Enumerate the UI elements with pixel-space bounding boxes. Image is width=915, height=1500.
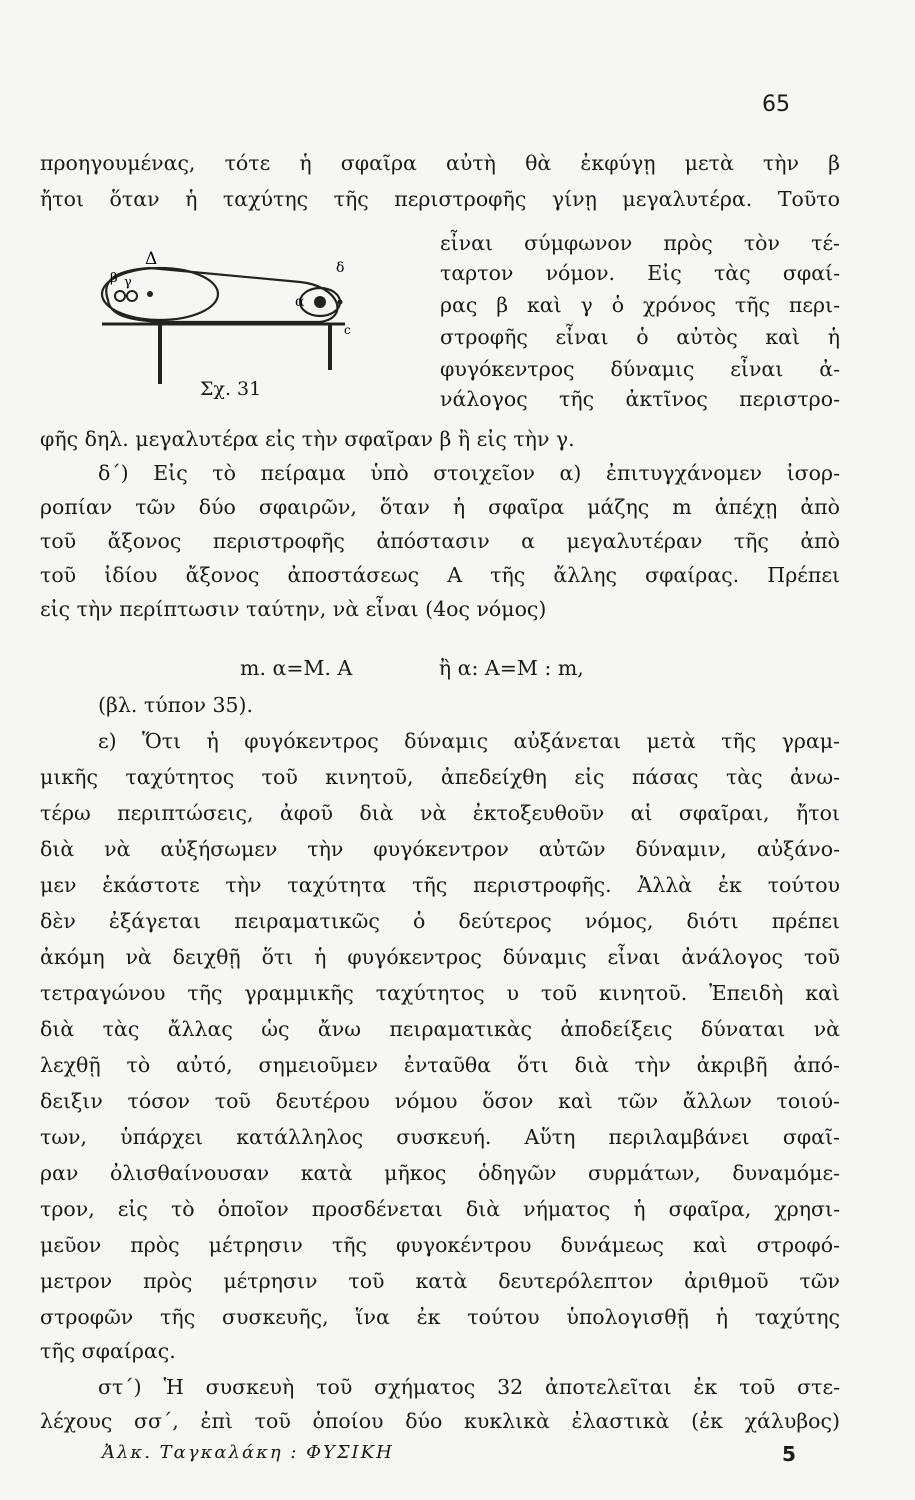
formula-left: m. α=Μ. Α bbox=[240, 656, 353, 680]
text-line: τοῦ ἰδίου ἄξονος ἀποστάσεως Α τῆς ἄλλης σφαίρας. Πρέπει bbox=[40, 563, 840, 587]
text-line: νάλογος τῆς ἀκτῖνος περιστρο- bbox=[440, 387, 840, 411]
text-line: μικῆς ταχύτητος τοῦ κινητοῦ, ἀπεδείχθη εἰς πάσας τὰς ἀνω- bbox=[40, 765, 840, 789]
text-line: δὲν ἐξάγεται πειραματικῶς ὁ δεύτερος νόμος, διότι πρέπει bbox=[40, 909, 840, 933]
text-line: μεῦον πρὸς μέτρησιν τῆς φυγοκέντρου δυνάμεως καὶ στροφό- bbox=[40, 1233, 840, 1257]
text-line: ραν ὀλισθαίνουσαν κατὰ μῆκος ὁδηγῶν συρμάτων, δυναμόμε- bbox=[40, 1161, 840, 1185]
text-line: εἰς τὴν περίπτωσιν ταύτην, νὰ εἶναι (4ος νόμος) bbox=[40, 597, 547, 621]
text-line: μεν ἑκάστοτε τὴν ταχύτητα τῆς περιστροφῆς. Ἀλλὰ ἐκ τούτου bbox=[40, 873, 840, 897]
formula bbox=[240, 656, 584, 680]
text-line: ἤτοι ὅταν ἡ ταχύτης τῆς περιστροφῆς γίνῃ μεγαλυτέρα. Τοῦτο bbox=[40, 187, 840, 211]
label-delta-small: δ bbox=[336, 260, 345, 276]
text-line: φῆς δηλ. μεγαλυτέρα εἰς τὴν σφαῖραν β ἢ εἰς τὴν γ. bbox=[40, 427, 575, 451]
small-pulley-hub bbox=[314, 296, 326, 308]
formula-right: ἢ α: Α=Μ : m, bbox=[438, 656, 584, 680]
text-line: ε) Ὅτι ἡ φυγόκεντρος δύναμις αὐξάνεται μετὰ τῆς γραμ- bbox=[98, 729, 840, 753]
figure-31 bbox=[90, 248, 360, 428]
text-line: λεχθῇ τὸ αὐτό, σημειοῦμεν ἐνταῦθα ὅτι διὰ τὴν ἀκριβῆ ἀπό- bbox=[40, 1053, 840, 1077]
footer-author-title: Ἀλκ. Ταγκαλάκη : ΦΥΣΙΚΗ bbox=[102, 1442, 394, 1463]
axle-dot bbox=[147, 291, 153, 297]
text-line: δειξιν τόσον τοῦ δευτέρου νόμου ὅσον καὶ τῶν ἄλλων τοιού- bbox=[40, 1089, 840, 1113]
label-alpha: α bbox=[295, 294, 305, 310]
text-line: τέρω περιπτώσεις, ἀφοῦ διὰ νὰ ἐκτοξευθοῦν αἱ σφαῖραι, ἤτοι bbox=[40, 801, 840, 825]
large-pulley bbox=[102, 268, 218, 320]
text-line: ροπίαν τῶν δύο σφαιρῶν, ὅταν ἡ σφαῖρα μάζης m ἀπέχῃ ἀπὸ bbox=[40, 495, 840, 519]
text-line: ρας β καὶ γ ὁ χρόνος τῆς περι- bbox=[440, 293, 840, 317]
text-line: τετραγώνου τῆς γραμμικῆς ταχύτητος υ τοῦ κινητοῦ. Ἐπειδὴ καὶ bbox=[40, 981, 840, 1005]
text-line: των, ὑπάρχει κατάλληλος συσκευή. Αὕτη περιλαμβάνει σφαῖ- bbox=[40, 1125, 840, 1149]
text-line: φυγόκεντρος δύναμις εἶναι ἀ- bbox=[440, 357, 840, 381]
text-line: ἀκόμη νὰ δειχθῇ ὅτι ἡ φυγόκεντρος δύναμις εἶναι ἀνάλογος τοῦ bbox=[40, 945, 840, 969]
text-line: προηγουμένας, τότε ἡ σφαῖρα αὐτὴ θὰ ἐκφύγῃ μετὰ τὴν β bbox=[40, 151, 840, 175]
text-line: διὰ νὰ αὐξήσωμεν τὴν φυγόκεντρον αὐτῶν δύναμιν, αὐξάνο- bbox=[40, 837, 840, 861]
label-beta: β bbox=[110, 271, 118, 286]
page-number: 65 bbox=[762, 92, 790, 117]
figure-caption: Σχ. 31 bbox=[200, 378, 262, 400]
text-line: τρον, εἰς τὸ ὁποῖον προσδένεται διὰ νήματος ἡ σφαῖρα, χρησι- bbox=[40, 1197, 840, 1221]
text-line: στ΄) Ἡ συσκευὴ τοῦ σχήματος 32 ἀποτελεῖται ἐκ τοῦ στε- bbox=[98, 1375, 840, 1399]
signature-mark: 5 bbox=[782, 1442, 796, 1466]
text-line: μετρον πρὸς μέτρησιν τοῦ κατὰ δευτερόλεπτον ἀριθμοῦ τῶν bbox=[40, 1269, 840, 1293]
label-delta: Δ bbox=[145, 249, 158, 269]
text-line: διὰ τὰς ἄλλας ὡς ἄνω πειραματικὰς ἀποδείξεις δύναται νὰ bbox=[40, 1017, 840, 1041]
sphere-icon bbox=[127, 291, 137, 301]
axle-dot bbox=[338, 300, 343, 305]
label-c: c bbox=[344, 323, 351, 337]
text-line: (βλ. τύπον 35). bbox=[98, 693, 254, 717]
text-line: ταρτον νόμον. Εἰς τὰς σφαί- bbox=[440, 261, 840, 285]
text-line: στροφῶν τῆς συσκευῆς, ἵνα ἐκ τούτου ὑπολογισθῇ ἡ ταχύτης bbox=[40, 1305, 840, 1329]
text-line: τοῦ ἄξονος περιστροφῆς ἀπόστασιν α μεγαλυτέραν τῆς ἀπὸ bbox=[40, 529, 840, 553]
text-line: τῆς σφαίρας. bbox=[40, 1339, 176, 1363]
centrifuge-diagram bbox=[90, 248, 360, 428]
text-line: στροφῆς εἶναι ὁ αὐτὸς καὶ ἡ bbox=[440, 325, 840, 349]
text-line: λέχους σσ΄, ἐπὶ τοῦ ὁποίου δύο κυκλικὰ ἐλαστικὰ (ἐκ χάλυβος) bbox=[40, 1409, 840, 1433]
text-line: εἶναι σύμφωνον πρὸς τὸν τέ- bbox=[440, 231, 840, 255]
text-line: δ΄) Εἰς τὸ πείραμα ὑπὸ στοιχεῖον α) ἐπιτυγχάνομεν ἰσορ- bbox=[98, 461, 840, 485]
label-gamma: γ bbox=[124, 275, 132, 290]
sphere-icon bbox=[115, 291, 125, 301]
